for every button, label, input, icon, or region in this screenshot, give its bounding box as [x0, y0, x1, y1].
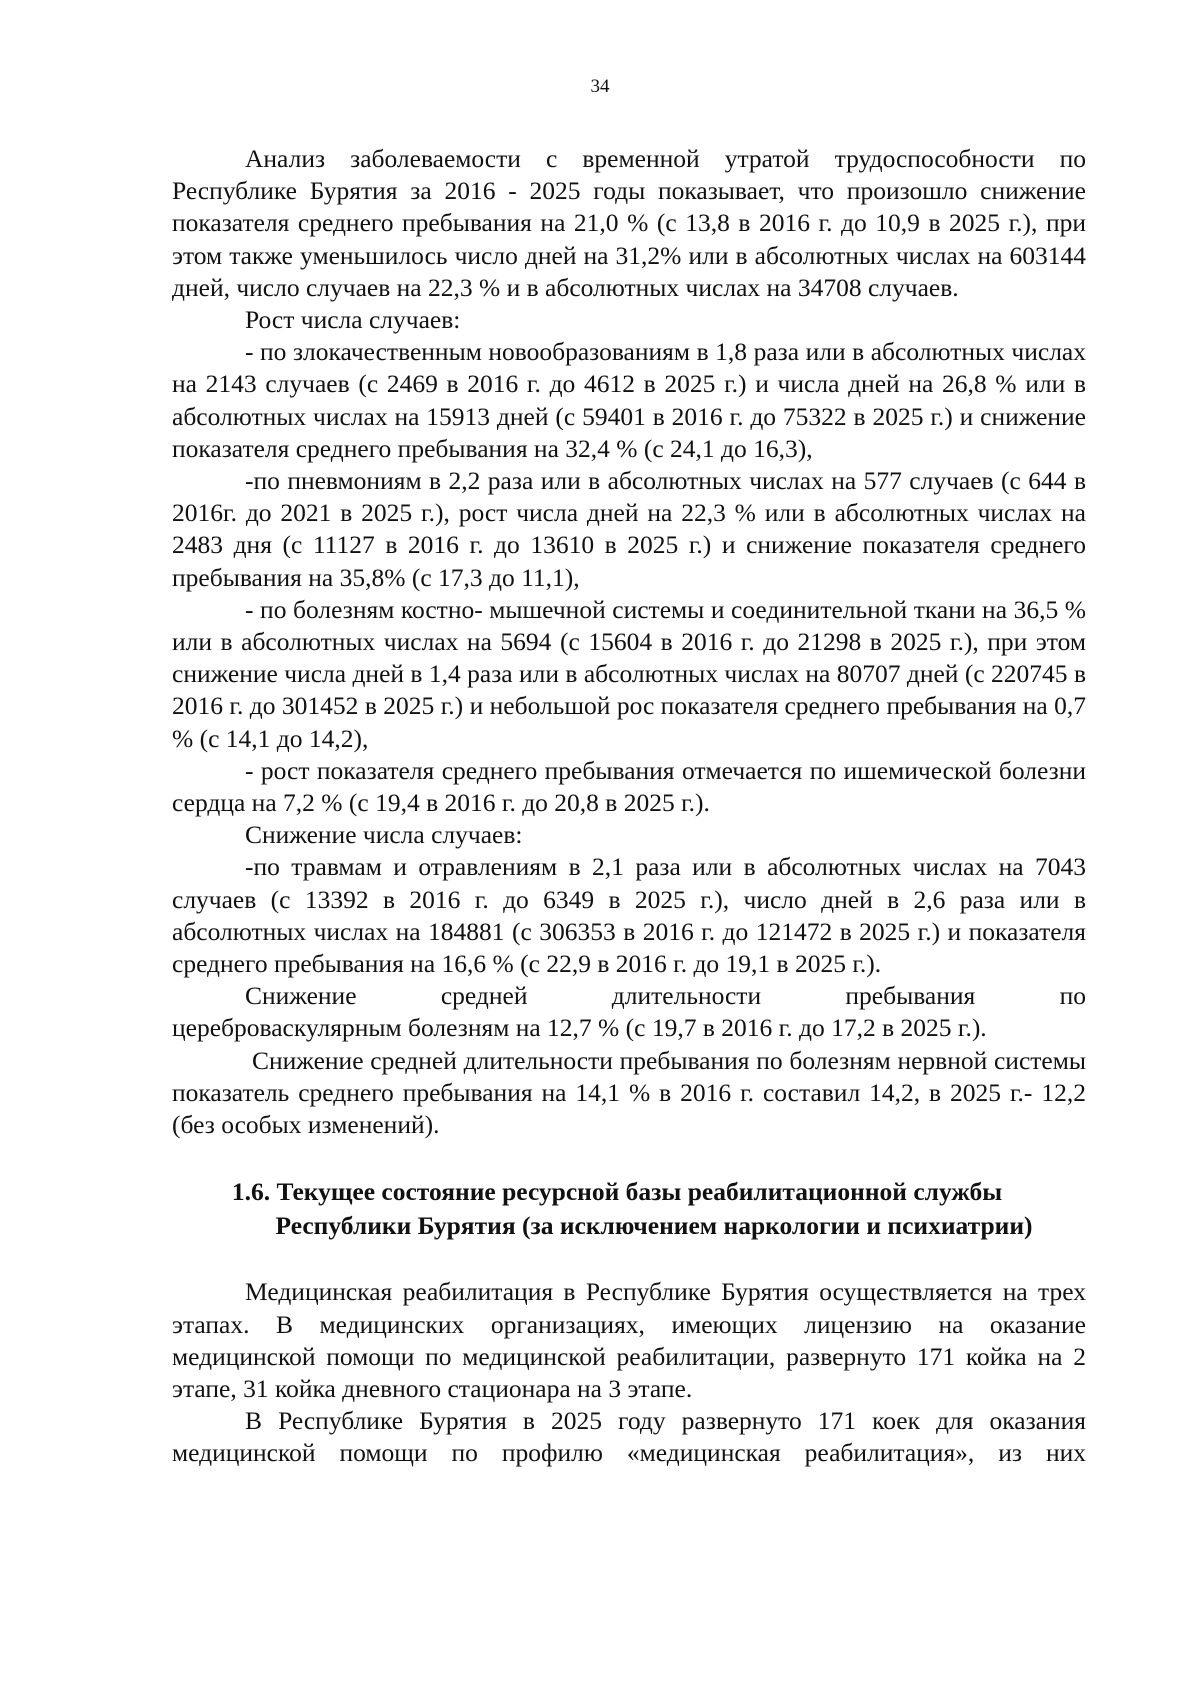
paragraph: В Республике Бурятия в 2025 году развернуто 171 коек для оказания медицинской помощи по профилю «медицинская реабилитация», из них — [172, 1406, 1086, 1468]
page-number: 34 — [590, 76, 610, 97]
paragraph: цереброваскулярным болезням на 12,7 % (с 19,7 в 2016 г. до 17,2 в 2025 г.). — [172, 1013, 987, 1043]
list-item: -по травмам и отравлениям в 2,1 раза или в абсолютных числах на 7043 случаев (с 13392 в 2016 г. до 6349 в 2025 г.), число дней в 2,6 раза или в абсолютных числах на 184881 (с 306353 в 2016 г. до 121472 в 2025 г.) и показателя среднего пребывания на 16,6 % (с 22,9 в 2016 г. до 19,1 в 2025 г.). — [172, 852, 1086, 979]
paragraph: Рост числа случаев: — [245, 305, 461, 335]
paragraph: Снижение средней длительности пребывания по — [245, 981, 1086, 1011]
paragraph: Анализ заболеваемости с временной утратой трудоспособности по Республике Бурятия за 2016 - 2025 годы показывает, что произошло снижение показателя среднего пребывания на 21,0 % (с 13,8 в 2016 г. до 10,9 в 2025 г.), при этом также уменьшилось число дней на 31,2% или в абсолютных числах на 603144 дней, число случаев на 22,3 % и в абсолютных числах на 34708 случаев. — [172, 144, 1086, 302]
section-heading — [172, 1175, 1086, 1243]
list-item: - по злокачественным новообразованиям в 1,8 раза или в абсолютных числах на 2143 случаев (с 2469 в 2016 г. до 4612 в 2025 г.) и числа дней на 26,8 % или в абсолютных числах на 15913 дней (с 59401 в 2016 г. до 75322 в 2025 г.) и снижение показателя среднего пребывания на 32,4 % (с 24,1 до 16,3), — [172, 337, 1086, 463]
document-body — [172, 143, 1086, 1470]
paragraph: Снижение числа случаев: — [245, 820, 523, 850]
list-item: -по пневмониям в 2,2 раза или в абсолютных числах на 577 случаев (с 644 в 2016г. до 2021 в 2025 г.), рост числа дней на 22,3 % или в абсолютных числах на 2483 дня (с 11127 в 2016 г. до 13610 в 2025 г.) и снижение показателя среднего пребывания на 35,8% (с 17,3 до 11,1), — [172, 466, 1086, 592]
paragraph: Снижение средней длительности пребывания по болезням нервной системы показатель среднего пребывания на 14,1 % в 2016 г. составил 14,2, в 2025 г.- 12,2 (без особых изменений). — [172, 1045, 1086, 1140]
section-heading-line: 1.6. Текущее состояние ресурсной базы реабилитационной службы — [231, 1177, 1003, 1207]
list-item: - рост показателя среднего пребывания отмечается по ишемической болезни сердца на 7,2 % (с 19,4 в 2016 г. до 20,8 в 2025 г.). — [172, 755, 1086, 818]
section-heading-line: Республики Бурятия (за исключением наркологии и психиатрии) — [275, 1211, 1033, 1241]
list-item: - по болезням костно- мышечной системы и соединительной ткани на 36,5 % или в абсолютных числах на 5694 (с 15604 в 2016 г. до 21298 в 2025 г.), при этом снижение числа дней в 1,4 раза или в абсолютных числах на 80707 дней (с 220745 в 2016 г. до 301452 в 2025 г.) и небольшой рос показателя среднего пребывания на 0,7 % (с 14,1 до 14,2), — [172, 594, 1086, 753]
paragraph: Медицинская реабилитация в Республике Бурятия осуществляется на трех этапах. В медицинских организациях, имеющих лицензию на оказание медицинской помощи по медицинской реабилитации, развернуто 171 койка на 2 этапе, 31 койка дневного стационара на 3 этапе. — [172, 1277, 1086, 1403]
